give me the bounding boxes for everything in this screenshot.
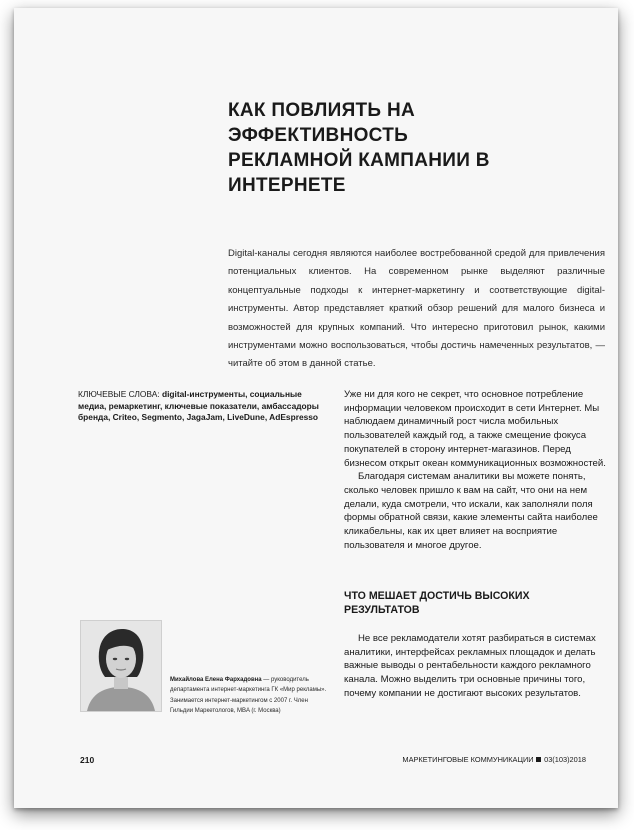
journal-issue: 03(103)2018 [544, 755, 586, 764]
author-portrait-image [81, 621, 161, 711]
separator-square-icon [536, 757, 542, 763]
author-description: — руководитель департамента интернет-маркетинга ГК «Мир рекламы». Занимается интернет-маркетингом с 2007 г. Член Гильдии Маркетологов, MBA (г. Москва) [170, 677, 327, 715]
paragraph-2: Благодаря системам аналитики вы можете понять, сколько человек пришло к вам на сайт, что они на нем делали, куда смотрели, что искали, как заполняли поля формы обратной связи, какие элементы сайта наиболее кликабельны, как их цвет влияет на восприятие пользователя и многое другое. [344, 471, 598, 551]
author-name: Михайлова Елена Фархадовна [170, 677, 262, 683]
paragraph-1: Уже ни для кого не секрет, что основное потребление информации человеком происходит в сети Интернет. Мы наблюдаем динамичный рост числа мобильных пользователей каждый год, а также смещение фокуса покупателей в сторону интернет-магазинов. Перед бизнесом открыт океан коммуникационных возможностей. [344, 389, 606, 469]
section-heading: ЧТО МЕШАЕТ ДОСТИЧЬ ВЫСОКИХ РЕЗУЛЬТАТОВ [344, 590, 530, 616]
journal-footer [402, 755, 586, 764]
author-photo [80, 620, 162, 712]
magazine-page [14, 8, 618, 808]
article-body-intro [344, 388, 606, 552]
keywords-list: digital-инструменты, социальные медиа, ремаркетинг, ключевые показатели, амбассадоры бренда, Criteo, Segmento, JagaJam, LiveDune, AdEspresso [78, 389, 319, 423]
title-line-2: РЕКЛАМНОЙ КАМПАНИИ В ИНТЕРНЕТЕ [228, 150, 490, 196]
article-lead: Digital-каналы сегодня являются наиболее востребованной средой для привлечения потенциальных клиентов. На современном рынке выделяют различные концептуальные подходы к интернет-маркетингу и соответствующие digital-инструменты. Автор представляет краткий обзор решений для малого бизнеса и возможностей для крупных компаний. Что интересно приготовил рынок, какими инструментами можно воспользоваться, чтобы достичь намеченных результатов, — читайте об этом в данной статье. [228, 248, 605, 370]
title-line-1: КАК ПОВЛИЯТЬ НА ЭФФЕКТИВНОСТЬ [228, 100, 416, 146]
keywords-block [78, 389, 328, 424]
article-body-section [344, 632, 606, 701]
journal-name: МАРКЕТИНГОВЫЕ КОММУНИКАЦИИ [402, 755, 534, 764]
author-bio [170, 675, 332, 717]
article-title [228, 98, 588, 198]
keywords-label: КЛЮЧЕВЫЕ СЛОВА: [78, 389, 160, 399]
paragraph-3: Не все рекламодатели хотят разбираться в системах аналитики, интерфейсах рекламных площадок и делать важные выводы о рентабельности каждого рекламного канала. Можно выделить три основные причины того, почему компании не достигают высоких результатов. [344, 633, 596, 699]
page-number: 210 [80, 755, 95, 765]
